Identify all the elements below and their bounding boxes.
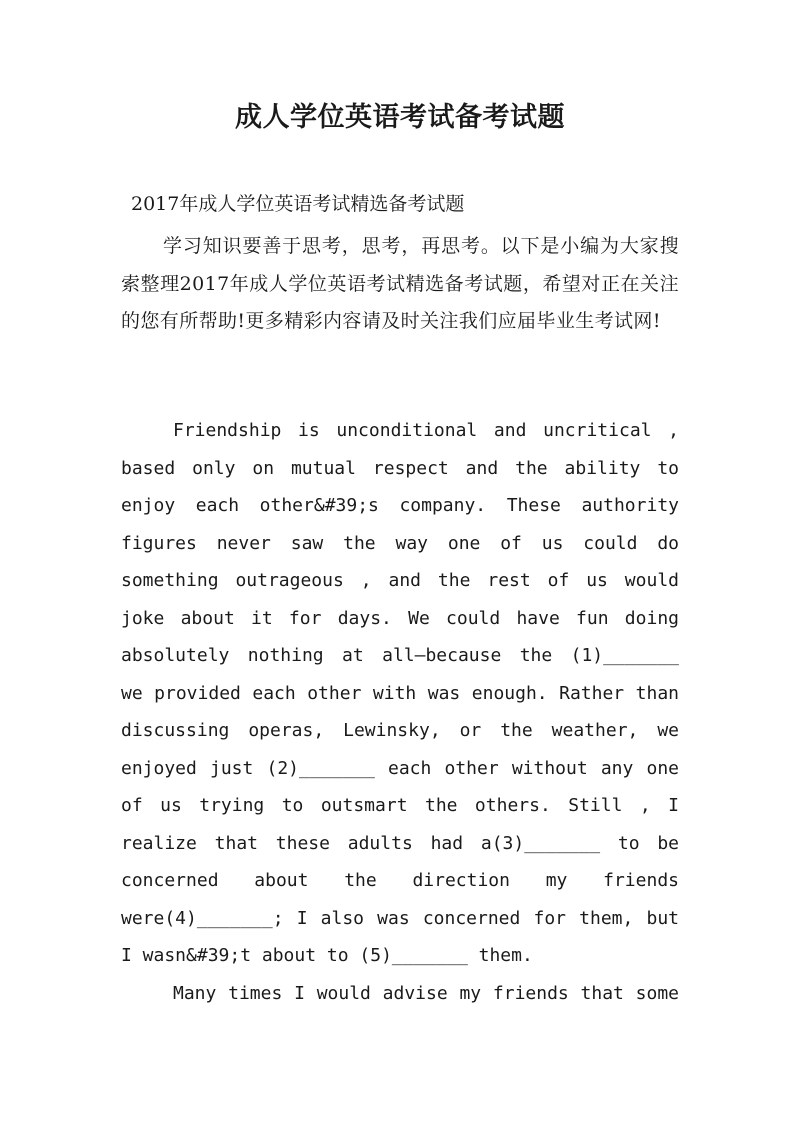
passage-line: discussing operas, Lewinsky, or the weather, we xyxy=(121,720,679,741)
passage-line: absolutely nothing at all—because the (1)_______ xyxy=(121,645,679,666)
passage-line: Friendship is unconditional and uncritical , xyxy=(173,420,679,441)
passage-line: concerned about the direction my friends xyxy=(121,870,679,891)
passage-line: joke about it for days. We could have fun doing xyxy=(121,607,679,629)
passage-line: something outrageous , and the rest of us would xyxy=(121,570,679,591)
document-subtitle: 2017年成人学位英语考试精选备考试题 xyxy=(131,193,465,215)
passage-line: were(4)_______; I also was concerned for them, but xyxy=(121,907,679,929)
passage-line: I wasn&#39;t about to (5)_______ them. xyxy=(121,945,533,966)
intro-paragraph: 学习知识要善于思考，思考，再思考。以下是小编为大家搜索整理2017年成人学位英语考试精选备考试题，希望对正在关注的您有所帮助!更多精彩内容请及时关注我们应届毕业生考试网! xyxy=(121,235,679,332)
passage-line: based only on mutual respect and the ability to xyxy=(121,457,679,479)
second-paragraph xyxy=(121,975,679,1013)
passage-line: Many times I would advise my friends that some xyxy=(173,983,679,1004)
passage-line: we provided each other with was enough. Rather than xyxy=(121,682,679,704)
passage-line: realize that these adults had a(3)_______ to be xyxy=(121,832,679,854)
passage-line: enjoyed just (2)_______ each other without any one xyxy=(121,757,679,779)
passage-line: enjoy each other&#39;s company. These authority xyxy=(121,495,679,516)
passage-paragraph xyxy=(121,412,679,975)
page-title: 成人学位英语考试备考试题 xyxy=(235,102,565,133)
passage-line: of us trying to outsmart the others. Still , I xyxy=(121,795,679,816)
passage-line: figures never saw the way one of us could do xyxy=(121,532,679,554)
